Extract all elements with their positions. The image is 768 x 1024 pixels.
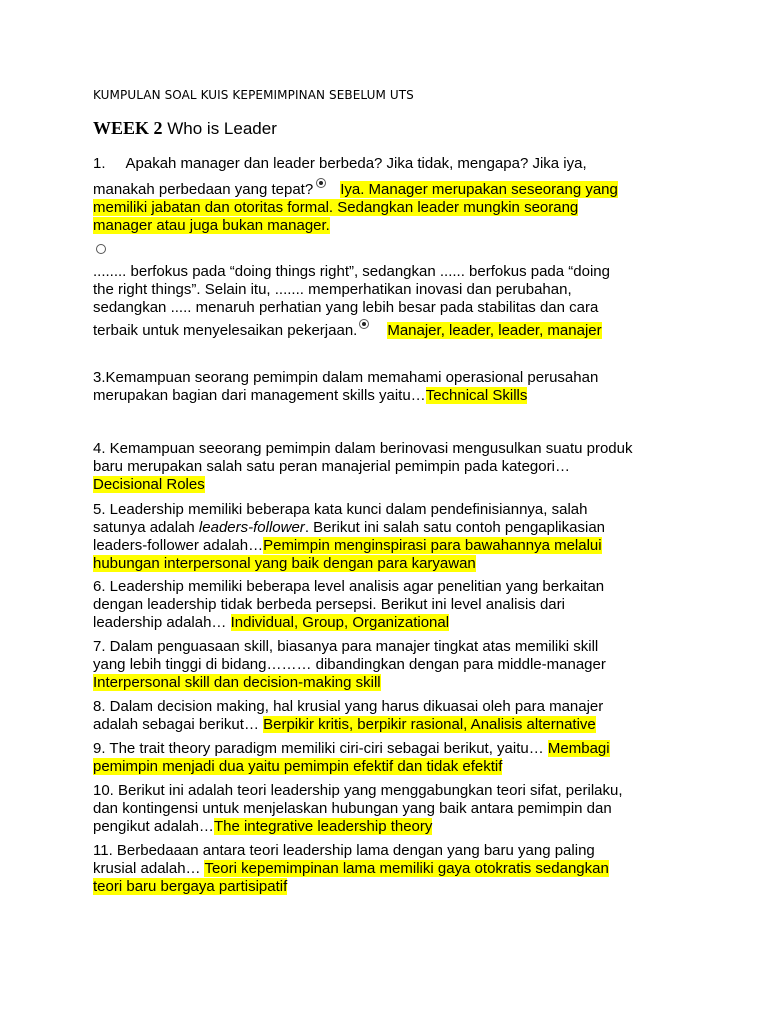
document-title: KUMPULAN SOAL KUIS KEPEMIMPINAN SEBELUM UTS: [93, 88, 414, 102]
question-8: [93, 698, 693, 734]
q2-answer: Manajer, leader, leader, manajer: [387, 322, 602, 339]
q3-answer: Technical Skills: [425, 387, 528, 404]
q1-answer-line-3: manager atau juga bukan manager.: [93, 217, 330, 234]
question-3: [93, 369, 693, 405]
q2-line-4: terbaik untuk menyelesaikan pekerjaan.: [93, 322, 358, 339]
q6-answer: Individual, Group, Organizational: [230, 614, 450, 631]
q3-line-1: 3.Kemampuan seorang pemimpin dalam memahami operasional perusahan: [93, 369, 599, 386]
q5-answer: Pemimpin menginspirasi para bawahannya melalui: [263, 537, 602, 554]
week-heading: [93, 118, 277, 139]
q6-line-1: 6. Leadership memiliki beberapa level analisis agar penelitian yang berkaitan: [93, 578, 605, 595]
q8-line-2: adalah sebagai berikut…: [93, 716, 264, 733]
week-label: WEEK 2: [93, 118, 163, 138]
q1-line-1: 1. Apakah manager dan leader berbeda? Jika tidak, mengapa? Jika iya,: [93, 155, 587, 172]
q7-line-2: yang lebih tinggi di bidang……… dibandingkan dengan para middle-manager: [93, 656, 606, 673]
q1-line-2: manakah perbedaan yang tepat?: [93, 181, 314, 198]
q4-line-2: baru merupakan salah satu peran manajerial pemimpin pada kategori…: [93, 458, 570, 475]
radio-unselected-icon[interactable]: [96, 244, 106, 254]
q9-answer-line-2: pemimpin menjadi dua yaitu pemimpin efektif dan tidak efektif: [93, 758, 503, 775]
question-5: 5. Leadership memiliki beberapa kata kunci dalam pendefinisiannya, salah satunya adalah leaders-follower. Berikut ini salah satu contoh pengaplikasian leaders-follower adalah…Pemimpin menginspirasi para bawahannya melalui hubungan interpersonal yang baik dengan para karyawan: [93, 501, 693, 573]
question-1: [93, 155, 693, 173]
question-10: [93, 782, 693, 836]
q5-italic-term: leaders-follower: [198, 519, 305, 536]
q11-line-2: krusial adalah…: [93, 860, 205, 877]
q10-line-3: pengikut adalah…: [93, 818, 214, 835]
question-9: [93, 740, 693, 776]
q8-line-1: 8. Dalam decision making, hal krusial yang harus dikuasai oleh para manajer: [93, 698, 604, 715]
q11-line-1: 11. Berbedaaan antara teori leadership lama dengan yang baru yang paling: [93, 842, 595, 859]
question-1-cont: [93, 181, 693, 235]
radio-selected-icon[interactable]: [316, 178, 326, 188]
q3-line-2: merupakan bagian dari management skills yaitu…: [93, 387, 426, 404]
q2-line-2: the right things”. Selain itu, ....... memperhatikan inovasi dan perubahan,: [93, 281, 572, 298]
q7-answer: Interpersonal skill dan decision-making skill: [93, 674, 381, 691]
question-2: [93, 263, 693, 317]
question-4: [93, 440, 693, 494]
q1-answer: Iya. Manager merupakan seseorang yang: [340, 181, 618, 198]
q10-line-1: 10. Berikut ini adalah teori leadership yang menggabungkan teori sifat, perilaku,: [93, 782, 623, 799]
q10-answer: The integrative leadership theory: [213, 818, 433, 835]
week-topic: Who is Leader: [162, 119, 277, 138]
q11-answer-line-2: teori baru bergaya partisipatif: [93, 878, 288, 895]
question-2-cont: [93, 322, 693, 340]
q4-answer: Decisional Roles: [93, 476, 205, 493]
question-11: [93, 842, 693, 896]
q5-line-1: 5. Leadership memiliki beberapa kata kunci dalam pendefinisiannya, salah: [93, 501, 588, 518]
q5-answer-line-2: hubungan interpersonal yang baik dengan para karyawan: [93, 555, 476, 572]
q11-answer: Teori kepemimpinan lama memiliki gaya otokratis sedangkan: [204, 860, 609, 877]
q1-answer-line-2: memiliki jabatan dan otoritas formal. Sedangkan leader mungkin seorang: [93, 199, 579, 216]
q9-line-1: 9. The trait theory paradigm memiliki ciri-ciri sebagai berikut, yaitu…: [93, 740, 548, 757]
q6-line-2: dengan leadership tidak berbeda persepsi. Berikut ini level analisis dari: [93, 596, 565, 613]
question-7: [93, 638, 693, 692]
question-6: [93, 578, 693, 632]
q5-line-3: leaders-follower adalah…: [93, 537, 264, 554]
q8-answer: Berpikir kritis, berpikir rasional, Analisis alternative: [263, 716, 596, 733]
q6-line-3: leadership adalah…: [93, 614, 231, 631]
q7-line-1: 7. Dalam penguasaan skill, biasanya para manajer tingkat atas memiliki skill: [93, 638, 599, 655]
q4-line-1: 4. Kemampuan seeorang pemimpin dalam berinovasi mengusulkan suatu produk: [93, 440, 633, 457]
q10-line-2: dan kontingensi untuk menjelaskan hubungan yang baik antara pemimpin dan: [93, 800, 612, 817]
radio-selected-icon-2[interactable]: [359, 319, 369, 329]
q2-line-3: sedangkan ..... menaruh perhatian yang lebih besar pada stabilitas dan cara: [93, 299, 599, 316]
q2-line-1: ........ berfokus pada “doing things right”, sedangkan ...... berfokus pada “doing: [93, 263, 610, 280]
q9-answer: Membagi: [547, 740, 610, 757]
